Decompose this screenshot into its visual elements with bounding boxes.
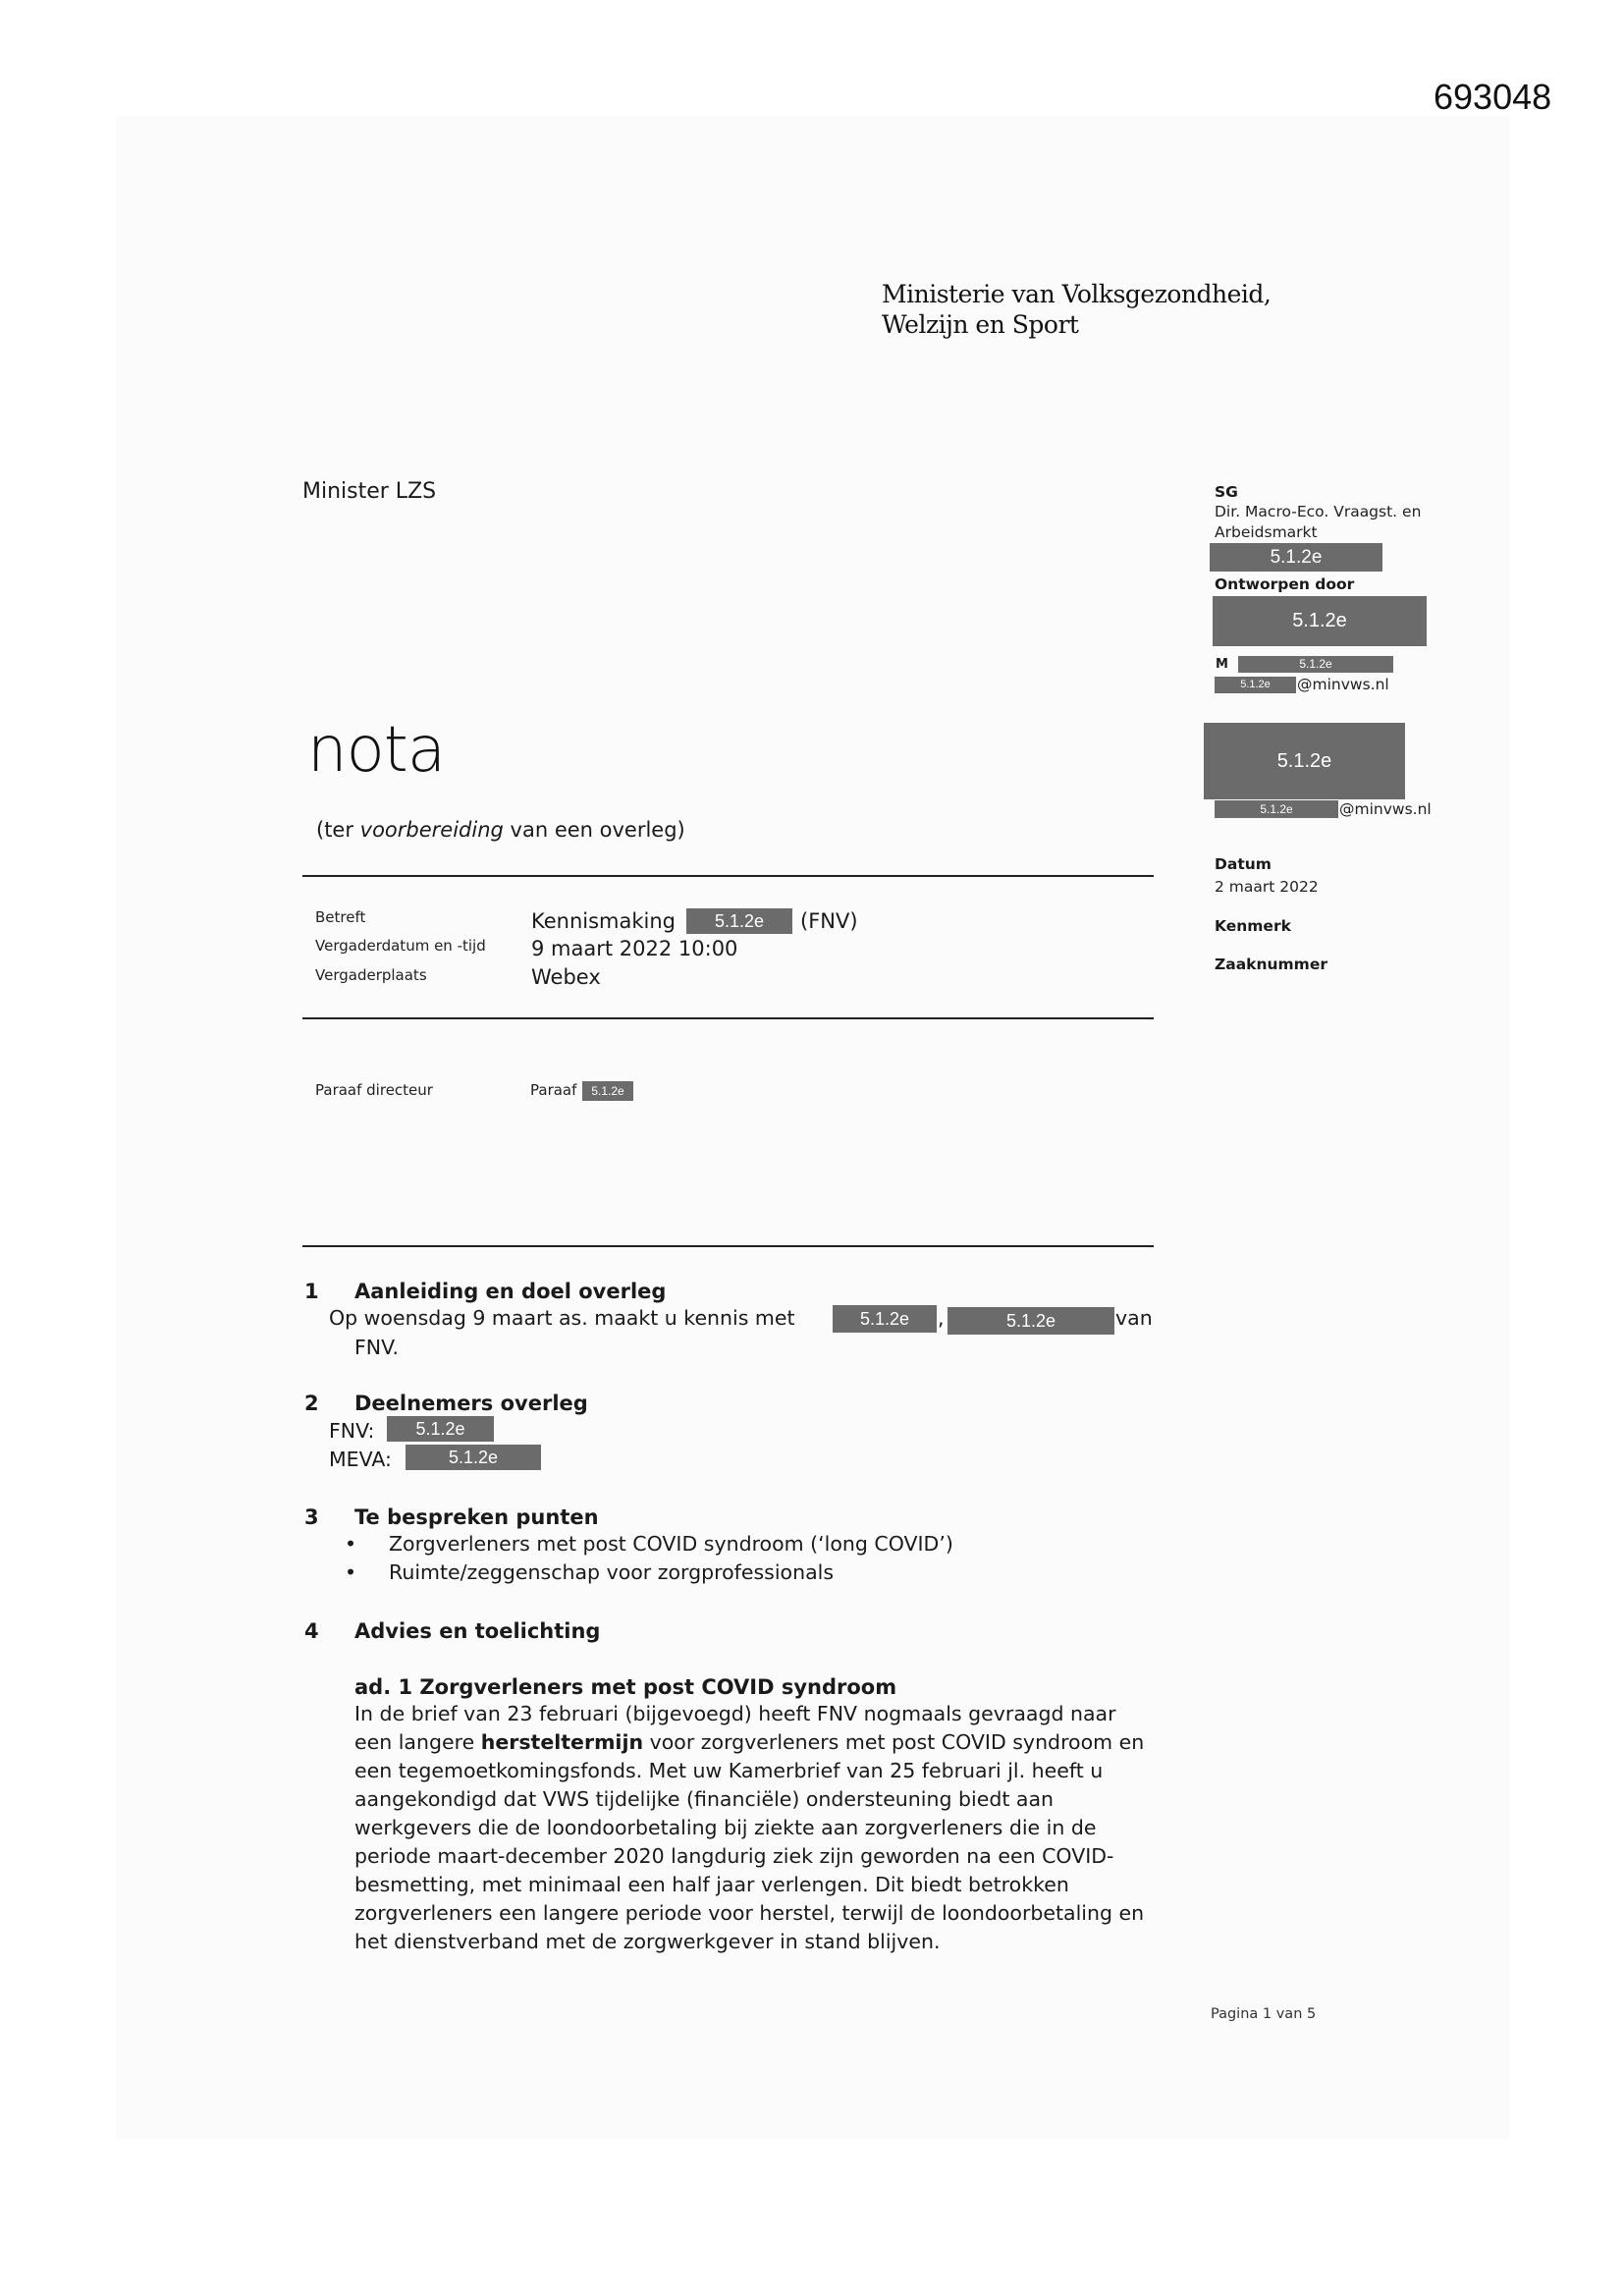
subject-prefix: Kennismaking xyxy=(531,909,676,933)
list-item: • Ruimte/zeggenschap voor zorgprofessionals xyxy=(345,1558,953,1587)
section-number: 3 xyxy=(304,1505,319,1529)
addressee: Minister LZS xyxy=(302,479,437,504)
datetime-value: 9 maart 2022 10:00 xyxy=(531,937,738,960)
redaction-box: 5.1.2e xyxy=(1204,723,1405,799)
section-number: 4 xyxy=(304,1619,319,1643)
section-title: Te bespreken punten xyxy=(354,1505,599,1529)
section-title: Advies en toelichting xyxy=(354,1619,601,1643)
subtitle-prefix: (ter xyxy=(316,818,360,842)
ministry-line-1: Ministerie van Volksgezondheid, xyxy=(882,280,1272,308)
redaction-box: 5.1.2e xyxy=(406,1445,541,1470)
directorate xyxy=(1215,502,1421,543)
initials-label: Paraaf directeur xyxy=(315,1081,433,1099)
date-label: Datum xyxy=(1215,855,1272,873)
redaction-box: 5.1.2e xyxy=(1215,677,1296,693)
divider xyxy=(302,1017,1154,1019)
redaction-box: 5.1.2e xyxy=(387,1416,494,1442)
emphasis-text: hersteltermijn xyxy=(480,1730,644,1754)
redaction-box: 5.1.2e xyxy=(1213,596,1427,646)
paragraph-line: het dienstverband met de zorgwerkgever in stand blijven. xyxy=(354,1930,941,1953)
participant-label-fnv: FNV: xyxy=(329,1419,375,1443)
subject-label: Betreft xyxy=(315,908,366,926)
divider xyxy=(302,1245,1154,1247)
discussion-points xyxy=(345,1530,953,1587)
subtitle xyxy=(316,818,685,842)
subsection-title: ad. 1 Zorgverleners met post COVID syndroom xyxy=(354,1675,897,1699)
section-number: 2 xyxy=(304,1392,319,1415)
advice-paragraph xyxy=(354,1700,1144,1956)
designed-by-label: Ontworpen door xyxy=(1215,575,1355,593)
paragraph-line: besmetting, met minimaal een half jaar verlengen. Dit biedt betrokken xyxy=(354,1873,1069,1896)
case-number-label: Zaaknummer xyxy=(1215,956,1327,973)
text-span: een langere xyxy=(354,1730,481,1754)
redaction-box: 5.1.2e xyxy=(1210,543,1382,572)
ministry-logo xyxy=(882,279,1271,340)
list-item: • Zorgverleners met post COVID syndroom (‘long COVID’) xyxy=(345,1530,953,1558)
email-suffix: @minvws.nl xyxy=(1339,800,1432,818)
initials-value: Paraaf xyxy=(530,1081,577,1099)
email-suffix: @minvws.nl xyxy=(1297,676,1389,693)
paragraph-line: een tegemoetkomingsfonds. Met uw Kamerbrief van 25 februari jl. heeft u xyxy=(354,1759,1104,1782)
ministry-line-2: Welzijn en Sport xyxy=(882,310,1079,339)
section-1-comma: , xyxy=(938,1306,945,1330)
paragraph-line: periode maart-december 2020 langdurig ziek zijn geworden na een COVID- xyxy=(354,1844,1114,1868)
redaction-box: 5.1.2e xyxy=(1238,656,1393,673)
paragraph-line: In de brief van 23 februari (bijgevoegd) heeft FNV nogmaals gevraagd naar xyxy=(354,1702,1116,1725)
section-title: Aanleiding en doel overleg xyxy=(354,1280,667,1303)
paragraph-line: zorgverleners een langere periode voor herstel, terwijl de loondoorbetaling en xyxy=(354,1901,1145,1925)
reference-label: Kenmerk xyxy=(1215,917,1291,935)
subtitle-suffix: van een overleg) xyxy=(503,818,685,842)
section-number: 1 xyxy=(304,1280,319,1303)
date-value: 2 maart 2022 xyxy=(1215,878,1319,896)
page-number: Pagina 1 van 5 xyxy=(1211,2006,1317,2022)
subject-suffix: (FNV) xyxy=(800,909,858,933)
section-title: Deelnemers overleg xyxy=(354,1392,588,1415)
text-span: voor zorgverleners met post COVID syndroom en xyxy=(643,1730,1145,1754)
redaction-box: 5.1.2e xyxy=(947,1307,1114,1335)
section-1-text-b: van xyxy=(1115,1306,1153,1330)
section-1-text-c: FNV. xyxy=(354,1336,400,1359)
location-value: Webex xyxy=(531,965,601,989)
divider xyxy=(302,875,1154,877)
datetime-label: Vergaderdatum en -tijd xyxy=(315,937,486,955)
directorate-line-1: Dir. Macro-Eco. Vraagst. en xyxy=(1215,503,1422,520)
location-label: Vergaderplaats xyxy=(315,966,427,984)
redaction-box: 5.1.2e xyxy=(833,1305,937,1333)
redaction-box: 5.1.2e xyxy=(686,908,792,934)
participant-label-meva: MEVA: xyxy=(329,1448,392,1471)
org-code: SG xyxy=(1215,483,1238,501)
redaction-box: 5.1.2e xyxy=(1215,800,1338,818)
phone-label: M xyxy=(1216,657,1228,672)
paragraph-line: werkgevers die de loondoorbetaling bij ziekte aan zorgverleners die in de xyxy=(354,1816,1097,1839)
paragraph-line xyxy=(354,1728,1144,1757)
subtitle-emphasis: voorbereiding xyxy=(359,818,504,842)
redaction-box: 5.1.2e xyxy=(582,1081,633,1101)
document-title: nota xyxy=(307,714,446,787)
section-1-text-a: Op woensdag 9 maart as. maakt u kennis met xyxy=(329,1306,795,1330)
document-id: 693048 xyxy=(1434,77,1552,117)
directorate-line-2: Arbeidsmarkt xyxy=(1215,523,1318,541)
paragraph-line: aangekondigd dat VWS tijdelijke (financiële) ondersteuning biedt aan xyxy=(354,1787,1055,1811)
